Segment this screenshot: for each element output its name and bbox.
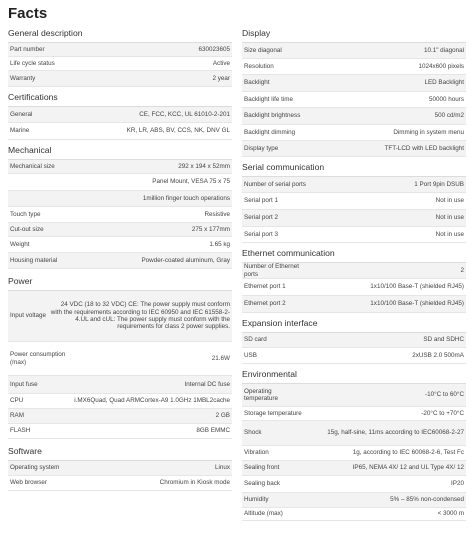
spec-label: Input fuse xyxy=(10,380,38,388)
spec-value: Internal DC fuse xyxy=(184,380,230,388)
spec-value: Powder-coated aluminum, Gray xyxy=(141,256,230,264)
spec-value: 275 x 177mm xyxy=(191,225,230,233)
spec-label: Shock xyxy=(244,429,262,437)
spec-label: Power consumption (max) xyxy=(10,351,66,366)
spec-value: TFT-LCD with LED backlight xyxy=(384,144,464,152)
spec-label: Web browser xyxy=(10,479,47,487)
spec-value: 1x10/100 Base-T (shielded RJ45) xyxy=(370,283,464,291)
section-title: Environmental xyxy=(242,366,466,384)
section-title: Display xyxy=(242,25,466,43)
spec-row xyxy=(8,394,232,409)
spec-value: Chromium in Kiosk mode xyxy=(159,479,230,487)
spec-label: FLASH xyxy=(10,427,31,435)
spec-label: General xyxy=(10,110,33,118)
spec-row xyxy=(242,461,466,476)
spec-value: KR, LR, ABS, BV, CCS, NK, DNV GL xyxy=(126,127,230,135)
spec-label: Backlight life time xyxy=(244,95,293,103)
spec-value: Not in use xyxy=(435,214,464,222)
spec-row xyxy=(242,493,466,508)
spec-value: < 3000 m xyxy=(437,510,464,518)
spec-label: Altitude (max) xyxy=(244,510,283,518)
spec-row xyxy=(8,191,232,207)
spec-value: Linux xyxy=(214,464,230,472)
spec-row xyxy=(8,223,232,237)
spec-value: 1x10/100 Base-T (shielded RJ45) xyxy=(370,300,464,308)
spec-value: Resistive xyxy=(204,210,230,218)
spec-row xyxy=(242,59,466,75)
spec-value: i.MX6Quad, Quad ARMCortex-A9 1.0GHz 1MBL2cache xyxy=(74,397,230,405)
right-column xyxy=(242,25,466,521)
spec-label: Serial port 2 xyxy=(244,214,278,222)
spec-row xyxy=(8,342,232,376)
spec-label: Operating system xyxy=(10,464,60,472)
spec-row xyxy=(8,376,232,394)
spec-row xyxy=(242,75,466,92)
spec-label: Part number xyxy=(10,45,45,53)
facts-columns xyxy=(8,25,466,521)
spec-row xyxy=(8,160,232,174)
spec-row xyxy=(242,210,466,227)
spec-label: SD card xyxy=(244,336,267,344)
spec-row xyxy=(242,227,466,243)
spec-value: 630023605 xyxy=(198,45,230,53)
section-title: Mechanical xyxy=(8,142,232,160)
spec-label: Sealing front xyxy=(244,464,280,472)
spec-row xyxy=(242,348,466,364)
spec-value: 2xUSB 2.0 500mA xyxy=(412,351,464,359)
spec-value: 5% – 85% non-condensed xyxy=(390,496,464,504)
spec-value: 50000 hours xyxy=(428,95,464,103)
spec-label: Ethernet port 2 xyxy=(244,300,286,308)
spec-label: Humidity xyxy=(244,496,269,504)
page-title: Facts xyxy=(8,5,48,22)
spec-label: Input voltage xyxy=(10,312,47,320)
section-title: Expansion interface xyxy=(242,315,466,333)
spec-value: LED Backlight xyxy=(424,79,464,87)
spec-row xyxy=(242,384,466,407)
spec-value: 292 x 194 x 52mm xyxy=(178,162,230,170)
spec-row xyxy=(242,476,466,493)
spec-row xyxy=(8,71,232,87)
spec-label: Resolution xyxy=(244,62,274,70)
spec-row xyxy=(8,253,232,269)
spec-value: 1024x600 pixels xyxy=(418,62,464,70)
spec-value: 1g, according to IEC 60068-2-6, Test Fc xyxy=(352,449,464,457)
spec-row xyxy=(242,92,466,108)
spec-row xyxy=(8,461,232,476)
spec-value: IP20 xyxy=(451,480,464,488)
spec-value: 2 year xyxy=(212,74,230,82)
spec-value: CE, FCC, KCC, UL 61010-2-201 xyxy=(139,110,230,118)
spec-label: Sealing back xyxy=(244,480,281,488)
spec-row xyxy=(8,237,232,253)
spec-row xyxy=(242,508,466,521)
section-title: Ethernet communication xyxy=(242,245,466,263)
section-title: Certifications xyxy=(8,89,232,107)
spec-label: Marine xyxy=(10,127,30,135)
spec-label: Serial port 3 xyxy=(244,230,278,238)
section-title: Power xyxy=(8,273,232,291)
spec-value: SD and SDHC xyxy=(423,336,464,344)
spec-value: -10°C to 60°C xyxy=(425,391,464,399)
spec-value: -20°C to +70°C xyxy=(421,409,464,417)
spec-value: IP65, NEMA 4X/ 12 and UL Type 4X/ 12 xyxy=(352,464,464,472)
spec-value: 24 VDC (18 to 32 VDC) CE: The power supply must conform with the requirements according to IEC 60950 and IEC 61558-2-4.UL and cUL: The power supply must conform with the requirements for class 2 power supplies. xyxy=(50,301,230,331)
spec-row xyxy=(8,107,232,123)
spec-value: Active xyxy=(212,59,230,67)
spec-label: Ethernet port 1 xyxy=(244,283,286,291)
spec-value: 8GB EMMC xyxy=(196,427,230,435)
spec-row xyxy=(8,123,232,140)
section-title: Serial communication xyxy=(242,159,466,177)
spec-value: 21.6W xyxy=(211,354,230,362)
spec-label: Backlight xyxy=(244,79,270,87)
spec-value: Dimming in system menu xyxy=(393,128,464,136)
spec-label: Display type xyxy=(244,144,279,152)
spec-label: Touch type xyxy=(10,210,41,218)
spec-row xyxy=(8,424,232,439)
spec-value: Panel Mount, VESA 75 x 75 xyxy=(152,178,230,186)
spec-value: Not in use xyxy=(435,197,464,205)
spec-label: Operating temperature xyxy=(244,387,278,402)
spec-row xyxy=(242,193,466,210)
spec-row xyxy=(242,263,466,279)
spec-row xyxy=(8,291,232,342)
spec-row xyxy=(8,207,232,223)
spec-label: USB xyxy=(244,351,257,359)
spec-label: Number of Ethernet ports xyxy=(244,263,299,278)
spec-row xyxy=(242,407,466,421)
spec-row xyxy=(242,333,466,348)
spec-value: 2 xyxy=(460,266,464,274)
spec-label: Life cycle status xyxy=(10,59,55,67)
spec-label: Number of serial ports xyxy=(244,180,306,188)
spec-row xyxy=(242,421,466,446)
spec-label: Backlight dimming xyxy=(244,128,296,136)
spec-label: Cut-out size xyxy=(10,225,44,233)
spec-label: Mechanical size xyxy=(10,162,55,170)
spec-label: CPU xyxy=(10,397,24,405)
spec-value: 1million finger touch operations xyxy=(142,194,230,202)
spec-label: Housing material xyxy=(10,256,58,264)
spec-row xyxy=(242,446,466,461)
section-title: Software xyxy=(8,443,232,461)
section-title: General description xyxy=(8,25,232,43)
spec-row xyxy=(8,57,232,71)
spec-row xyxy=(242,296,466,313)
spec-label: Backlight brightness xyxy=(244,112,301,120)
spec-row xyxy=(242,43,466,59)
spec-label: Weight xyxy=(10,240,30,248)
spec-value: 1.65 kg xyxy=(209,240,230,248)
spec-row xyxy=(8,43,232,57)
spec-value: Not in use xyxy=(435,230,464,238)
spec-value: 15g, half-sine, 11ms according to IEC60068-2-27 xyxy=(327,429,464,437)
spec-row xyxy=(242,108,466,125)
spec-label: Storage temperature xyxy=(244,409,302,417)
spec-label: Vibration xyxy=(244,449,269,457)
spec-row xyxy=(242,125,466,141)
spec-row xyxy=(8,409,232,424)
spec-value: 2 GB xyxy=(215,412,230,420)
spec-value: 10.1" diagonal xyxy=(423,46,464,54)
spec-label: Serial port 1 xyxy=(244,197,278,205)
spec-label: Warranty xyxy=(10,74,36,82)
spec-value: 500 cd/m2 xyxy=(434,112,464,120)
spec-label: RAM xyxy=(10,412,24,420)
spec-value: 1 Port 9pin DSUB xyxy=(414,180,464,188)
spec-row xyxy=(242,177,466,193)
spec-label: Size diagonal xyxy=(244,46,282,54)
spec-row xyxy=(242,279,466,296)
spec-row xyxy=(242,141,466,157)
left-column xyxy=(8,25,232,521)
spec-row xyxy=(8,476,232,491)
spec-row xyxy=(8,174,232,191)
